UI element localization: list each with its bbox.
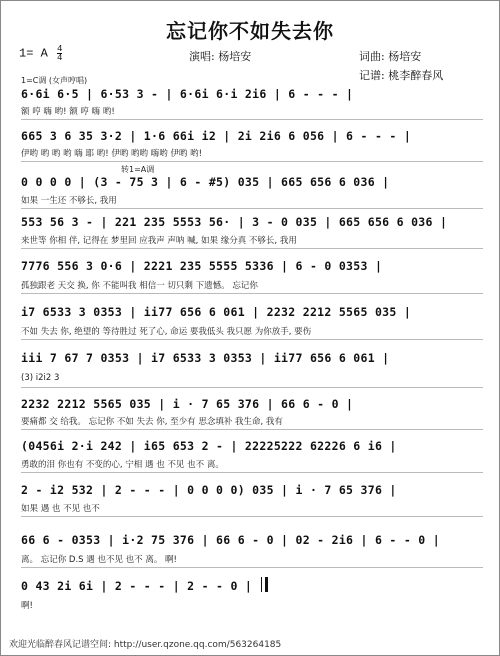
row-divider bbox=[21, 387, 483, 388]
staff-line-2 bbox=[21, 125, 483, 147]
notation-row: 66 6 - 0353 | i·2 75 376 | 66 6 - 0 | 02 - 2i6 | 6 - - 0 | bbox=[21, 533, 440, 547]
staff-line-12 bbox=[21, 575, 483, 597]
lyric-row-6: 不如 失去 你, 绝望的 等待胜过 死了心, 命运 要我低头 我只愿 为你放手, 要伤 bbox=[21, 327, 312, 337]
lyric-row-8: 要痛都 交 给我。 忘记你 不如 失去 你, 至少有 思念填补 我生命, 我有 bbox=[21, 417, 283, 427]
row-divider bbox=[21, 248, 483, 249]
lyric-row-5: 孤独跟老 天交 换, 你 不能叫我 相信一 切只剩 下遗憾。 忘记你 bbox=[21, 281, 258, 291]
notation-row: 2232 2212 5565 035 | i · 7 65 376 | 66 6 - 0 | bbox=[21, 397, 354, 411]
staff-line-5 bbox=[21, 255, 483, 277]
staff-line-11 bbox=[21, 529, 483, 551]
staff-line-9 bbox=[21, 435, 483, 457]
lyric-row-3: 如果 一生还 不够长, 我用 bbox=[21, 196, 117, 206]
row-divider bbox=[21, 567, 483, 568]
final-barline bbox=[261, 577, 268, 592]
row-divider bbox=[21, 516, 483, 517]
row-divider bbox=[21, 339, 483, 340]
lyric-row-1: 额 哼 嗨 哟! 额 哼 嗨 哟! bbox=[21, 107, 115, 117]
staff-line-1 bbox=[21, 83, 483, 105]
lyric-row-4: 来世等 你相 伴, 记得在 梦里回 应我声 声呐 喊, 如果 缘分真 不够长, 我用 bbox=[21, 236, 297, 246]
row-divider bbox=[21, 293, 483, 294]
lyric-row-9: 勇敢的泪 你也有 不变的心, 宁相 遇 也 不见 也不 离。 bbox=[21, 460, 224, 470]
lyric-row-12: 啊! bbox=[21, 601, 33, 611]
song-title: 忘记你不如失去你 bbox=[166, 19, 334, 43]
notation-row: i7 6533 3 0353 | ii77 656 6 061 | 2232 2212 5565 035 | bbox=[21, 305, 412, 319]
transcriber-credit: 记谱: 桃李醉春风 bbox=[359, 69, 444, 82]
lyric-row-10: 如果 遇 也 不见 也不 bbox=[21, 504, 100, 514]
row-divider bbox=[21, 161, 483, 162]
notation-row: 0 0 0 0 | (3 - 75 3 | 6 - #5) 035 | 665 656 6 036 | bbox=[21, 175, 390, 189]
staff-line-3 bbox=[21, 171, 483, 193]
notation-row: 553 56 3 - | 221 235 5553 56· | 3 - 0 035 | 665 656 6 036 | bbox=[21, 215, 448, 229]
staff-line-10 bbox=[21, 479, 483, 501]
lyric-row-11: 离。 忘记你 D.S 遇 也不见 也不 离。 啊! bbox=[21, 555, 177, 565]
notation-row: 2 - i2 532 | 2 - - - | 0 0 0 0) 035 | i · 7 65 376 | bbox=[21, 483, 397, 497]
notation-row: 665 3 6 35 3·2 | 1·6 66i i2 | 2i 2i6 6 056 | 6 - - - | bbox=[21, 129, 412, 143]
footer-credit: 欢迎光临醉春风记谱空间: http://user.qzone.qq.com/563264185 bbox=[9, 640, 282, 650]
staff-line-4 bbox=[21, 211, 483, 233]
notation-row: 0 43 2i 6i | 2 - - - | 2 - - 0 | bbox=[21, 579, 253, 593]
key-annotation-intro: 1=C调 (女声哼唱) bbox=[21, 76, 88, 85]
time-signature bbox=[57, 45, 62, 62]
time-sig-bottom: 4 bbox=[57, 53, 63, 63]
row-divider bbox=[21, 429, 483, 430]
notation-row: (0456i 2·i 242 | i65 653 2 - | 22225222 62226 6 i6 | bbox=[21, 439, 397, 453]
lyric-row-7: (3) i2i2 3 bbox=[21, 373, 60, 383]
key-annotation-change: 转1=A调 bbox=[121, 165, 155, 174]
staff-line-6 bbox=[21, 301, 483, 323]
row-divider bbox=[21, 208, 483, 209]
staff-line-7 bbox=[21, 347, 483, 369]
row-divider bbox=[21, 472, 483, 473]
time-sig-top: 4 bbox=[57, 44, 63, 54]
singer-credit: 演唱: 杨培安 bbox=[189, 50, 252, 63]
lyric-row-2: 伊哟 哟 哟 哟 嗨 耶 哟! 伊哟 哟哟 嗨哟 伊哟 哟! bbox=[21, 149, 203, 159]
staff-line-8 bbox=[21, 393, 483, 415]
key-label: 1= A bbox=[19, 46, 48, 61]
notation-row: 7776 556 3 0·6 | 2221 235 5555 5336 | 6 - 0 0353 | bbox=[21, 259, 383, 273]
row-divider bbox=[21, 119, 483, 120]
notation-row: 6·6i 6·5 | 6·53 3 - | 6·6i 6·i 2i6 | 6 - - - | bbox=[21, 87, 354, 101]
key-signature bbox=[19, 45, 62, 62]
lyricist-credit: 词曲: 杨培安 bbox=[359, 50, 422, 63]
notation-row: iii 7 67 7 0353 | i7 6533 3 0353 | ii77 656 6 061 | bbox=[21, 351, 390, 365]
